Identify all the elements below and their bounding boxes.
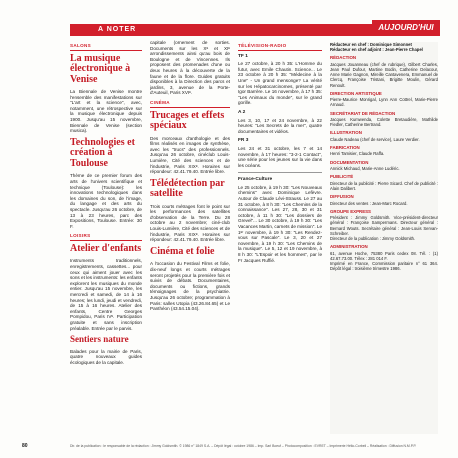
credit-section: GROUPE EXPRESS xyxy=(330,208,371,214)
credit-line: Jacques Kumwenda, Colette Bretaudière, Mathilde Fiedler, Catherine Bertrand. xyxy=(330,117,438,128)
masthead-credits xyxy=(330,42,438,434)
column-salons-loisirs xyxy=(70,40,142,440)
credit-line: Directeur de la publication : Jimmy Goldsmith. xyxy=(330,235,416,241)
divider xyxy=(238,172,322,173)
article-heading: Cinéma et folie xyxy=(150,245,215,257)
credit-line: Pierre-Maurice Monrigal, Lynn Ann Cottrel, Marie-Pierre Arnaud. xyxy=(330,97,438,108)
credit-line: Directeur de la publicité : Pierre Sicard. Chef de publicité : Alain Dalibert. xyxy=(330,180,438,191)
channel-heading: France-Culture xyxy=(238,177,273,183)
article-body: Balades pour la mairie de Paris, quatre nouveaux guides écologiques de la capitale. xyxy=(70,348,142,365)
credit-section: FABRICATION xyxy=(330,145,360,151)
column-television-radio xyxy=(238,40,322,440)
footer-imprint: Dir. de la publication : le responsable de la rédaction : Jimmy Goldsmith. © 1986 n° 1849 S.A. – Dépôt légal : octobre 1986 – Imp. Sarl Boeuf – Photocomposition : EVRET – Imprimerie Hélio-Corbeil – Réalisation : Diffusion N.M.P.P. xyxy=(70,444,417,448)
section-label-salons: SALONS xyxy=(70,43,142,51)
listing-body: Les 24 et 31 octobre, les 7 et 14 novembre, à 17 heures: "3-2-1 Contact", une série pour les jeunes sur la vie dans les océans. xyxy=(238,145,322,168)
article-body: A l'occasion du Festival Films et folie, dix-neuf longs et courts métrages seront projetés pour la première fois et suivis de débats. Documentaires, documents ou fictions, grands témoignages de la psychiatrie. Jusqu'au 26 octobre; programmation à Paris: salles Utopia (43.26.84.65) et Le Panthéon (43.54.15.04). xyxy=(150,261,230,312)
channel-heading: FR 3 xyxy=(238,138,249,144)
credit-line: 61, avenue Hoche, 75380 Paris cedex 08. Tél. : (1) 42.67.73.00. Télex : 281 014 F. xyxy=(330,250,438,261)
credit-line: Claude Nadeau (chef de service), Laure Verdier. xyxy=(330,136,420,142)
listing-body: Le 25 octobre, à 19 h 30: "Les Nouveaux chemins" avec Dominique Lefèvre. Autour de Claude Lévi-Strauss. Le 27 au 31 octobre, à 8 h 30: "Les Chemins de la connaissance". Les 27, 28, 30 et 31 octobre, à 11 h 30: "Les dossiers de Grevel"... Le 30 octobre, à 19 h 30: "Les Vacances Martin, carnets de mission". Le 1ᵉʳ novembre, à 19 h 30: "Les Rendez-vous sur Pascale". Le 3, 20 et 27 novembre, à 19 h 30: "Les Chemins de la musique". Le 5, 12 et 19 novembre, à 8 h 30: "L'Espoir et les hommes", par le Fr Jacques Ruffié. xyxy=(238,184,322,263)
credit-section: RÉDACTION xyxy=(330,55,357,61)
article-heading: Télédétection par satellite xyxy=(150,177,225,200)
article-body: Instruments traditionnels, enregistrements, cassettes... pour ceux qui aiment jouer avec les sons et les instruments: les enfants explorent les musiques du monde entier. Jusqu'au 15 novembre, les mercredi et samedi, de 14 à 16 heures; les lundi, jeudi et vendredi, de 15 à 16 heures. Atelier des enfants, Centre Georges Pompidou, Paris IVᵉ. Participation gratuite et sans inscription préalable. Entrée par le parvis. xyxy=(70,258,142,331)
article-body: Thème de ce premier forum des arts de l'univers scientifique et technique (Toulouse): les innovations technologiques dans les domaines du son, de l'image, du langage et des arts du spectacle. Jusqu'au 26 octobre, de 13 à 23 heures, parc des Expositions, Toulouse. Entrée: 30 F. xyxy=(70,173,142,229)
credit-line: Rédacteur en chef : Dominique Simonnet xyxy=(330,42,412,47)
section-header-bar xyxy=(70,24,372,36)
credit-line: Jacques Jouanneau (chef de rubrique), Gilbert Charles, Jean Paul Dufour, Martine Bodin, Catherine Delacour, Anne Marie Gagnon, Mireille Cantavenera, Emmanuel de Clercq, Françoise Tristani, Brigitte Moulin, Gérard Renoult. xyxy=(330,61,438,88)
credit-line: Rédacteur en chef adjoint : Jean-Pierre Chapel xyxy=(330,47,423,53)
section-label-cinema: CINÉMA xyxy=(150,100,230,108)
credit-line: Henri Tamisier, Claude Raffa. xyxy=(330,151,385,157)
credit-line: Annick Michaud, Marie-Anne Ludéric. xyxy=(330,166,400,172)
credit-section: ADMINISTRATION xyxy=(330,244,368,250)
article-heading: Atelier d'enfants xyxy=(70,242,142,254)
credit-section: DIRECTION ARTISTIQUE xyxy=(330,90,382,96)
article-heading: Trucages et effets spéciaux xyxy=(150,109,225,132)
article-heading: Technologies et création à Toulouse xyxy=(70,136,135,169)
listing-body: Le 27 octobre, à 20 h 35: L'Homme du futur, avec Emile Chautin. Science... Le 23 octobre à 20 h 35: "Médecine à la Une" - Un grand mensonge? La vérité sur les Hépatocarcinomes, présenté par Igor Barrère. Le 16 novembre, à 17 h 35: "Les Animaux du monde", sur le grand gorille. xyxy=(238,61,322,106)
page-number: 80 xyxy=(22,443,28,449)
article-body: La Biennale de Venise montre l'ensemble des manifestations sur "L'art et la science", avec, notamment, une rétrospective sur la musique électronique depuis 1900. Jusqu'au 15 novembre, Biennale de Venise (section musica). xyxy=(70,89,142,134)
credit-section: SECRÉTARIAT DE RÉDACTION xyxy=(330,110,396,116)
credit-section: DIFFUSION xyxy=(330,194,354,200)
article-body: Trois courts métrages font le point sur les performances des satellites d'observation de la Terre. Du 28 octobre au 2 novembre; ciné-club Louis-Lumière, Cité des sciences et de l'industrie, Paris XIXᵉ. Horaires sur répondeur: 42.41.79.40. Entrée libre. xyxy=(150,203,230,243)
credit-line: Président : Jimmy Goldsmith. Vice-président-directeur général : Françoise Sampermans. Directeur général : Bernard Wouts. Secrétaire général : Jean-Louis Servan-Schreiber. xyxy=(330,215,438,236)
credit-section: DOCUMENTATION xyxy=(330,159,369,165)
credit-section: PUBLICITÉ xyxy=(330,174,354,180)
article-body: Des morceaux d'anthologie et des films réalisés en images de synthèse, avec les "trucs" des professionnels. Jusqu'au 26 octobre, cinéclub Louis-Lumière, Cité des sciences et de l'industrie, Paris XIXᵉ. Horaires sur répondeur: 42.41.79.40. Entrée libre. xyxy=(150,135,230,175)
credit-line: Directeur des ventes : Jean-Marc Rocard. xyxy=(330,200,408,206)
channel-heading: TF 1 xyxy=(238,53,248,59)
section-label-loisirs: LOISIRS xyxy=(70,233,142,241)
aujourdhui-badge: AUJOURD'HUI xyxy=(372,20,440,36)
article-heading: La musique électronique à Venise xyxy=(70,52,131,85)
section-label-television-radio: TÉLÉVISION-RADIO xyxy=(238,43,322,51)
article-body: capitale (ornement de sorties. Documents sur les Xᵉ et XIᵉ arrondissements ainsi qu'au bois de Boulogne et de Vincennes. Ils proposent des promenades d'une ou deux heures à la découverte de la faune et de la flore. Guides gratuits disponibles à la Direction des parcs et jardins, 3, avenue de la Porte-d'Auteuil, Paris XVIᵉ. xyxy=(150,40,230,96)
credit-section: ILLUSTRATION xyxy=(330,130,362,136)
column-cinema xyxy=(150,40,230,440)
channel-heading: A 2 xyxy=(238,109,246,115)
section-title: A NOTER xyxy=(98,26,137,33)
listing-body: Les 3, 10, 17 et 24 novembre, à 22 heures: "Les Secrets de la mer", quatre documentaires et vidéos. xyxy=(238,117,322,134)
article-heading: Sentiers nature xyxy=(70,334,129,345)
credit-line: Imprimé en France, Commission paritaire n° 61 364. Dépôt légal : troisième trimestre 1986. xyxy=(330,260,438,272)
